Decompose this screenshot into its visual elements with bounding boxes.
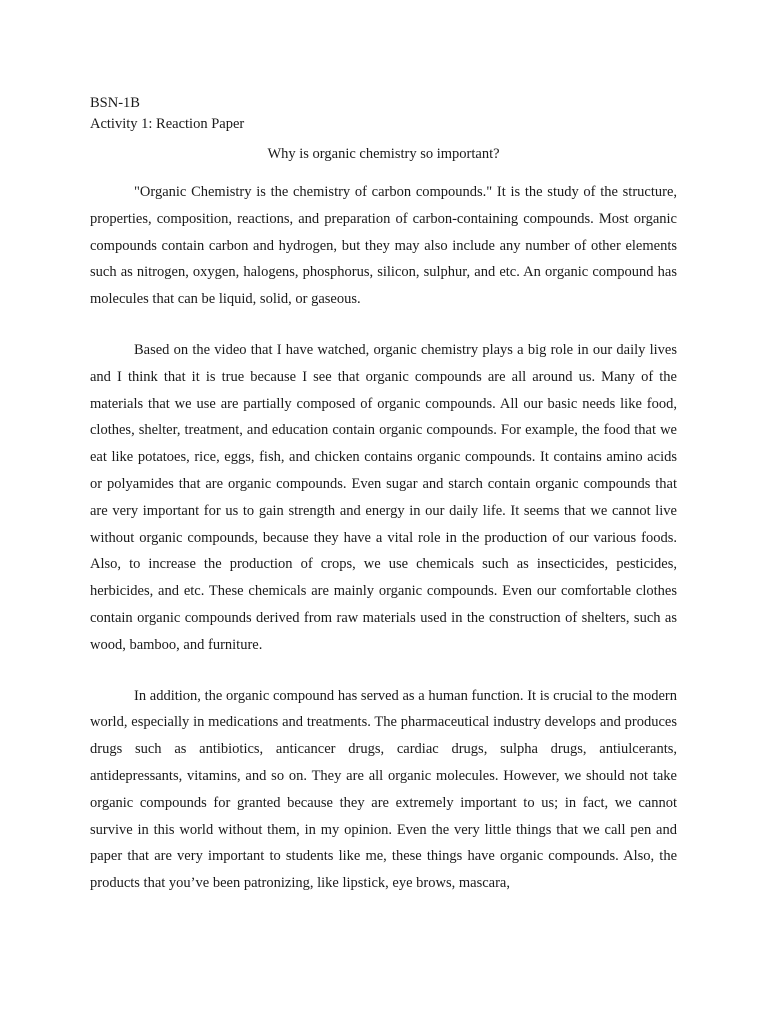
paragraph-3: In addition, the organic compound has served as a human function. It is crucial to the modern world, especially in medications and treatments. The pharmaceutical industry develops and produces drugs such as antibiotics, anticancer drugs, cardiac drugs, sulpha drugs, antiulcerants, antidepressants, vitamins, and so on. They are all organic molecules. However, we should not take organic compounds for granted because they are extremely important to us; in fact, we cannot survive in this world without them, in my opinion. Even the very little things that we call pen and paper that are very important to students like me, these things have organic compounds. Also, the products that you’ve been patronizing, like lipstick, eye brows, mascara, — [90, 687, 677, 892]
course-section-label: BSN-1B — [90, 95, 140, 111]
document-page — [90, 93, 677, 921]
paragraph-1: "Organic Chemistry is the chemistry of carbon compounds." It is the study of the structure, properties, composition, reactions, and preparation of carbon-containing compounds. Most organic compounds contain carbon and hydrogen, but they may also include any number of other elements such as nitrogen, oxygen, halogens, phosphorus, silicon, sulphur, and etc. An organic compound has molecules that can be liquid, solid, or gaseous. — [90, 184, 677, 308]
document-title: Why is organic chemistry so important? — [267, 146, 500, 162]
paragraph-2: Based on the video that I have watched, organic chemistry plays a big role in our daily lives and I think that it is true because I see that organic compounds are all around us. Many of the materials that we use are partially composed of organic compounds. All our basic needs like food, clothes, shelter, treatment, and education contain organic compounds. For example, the food that we eat like potatoes, rice, eggs, fish, and chicken contains organic compounds. It contains amino acids or polyamides that are organic compounds. Even sugar and starch contain organic compounds that are very important for us to gain strength and energy in our daily life. It seems that we cannot live without organic compounds, because they have a vital role in the production of our various foods. Also, to increase the production of crops, we use chemicals such as insecticides, pesticides, herbicides, and etc. These chemicals are mainly organic compounds. Even our comfortable clothes contain organic compounds derived from raw materials used in the construction of shelters, such as wood, bamboo, and furniture. — [90, 341, 677, 653]
activity-label: Activity 1: Reaction Paper — [90, 116, 245, 132]
